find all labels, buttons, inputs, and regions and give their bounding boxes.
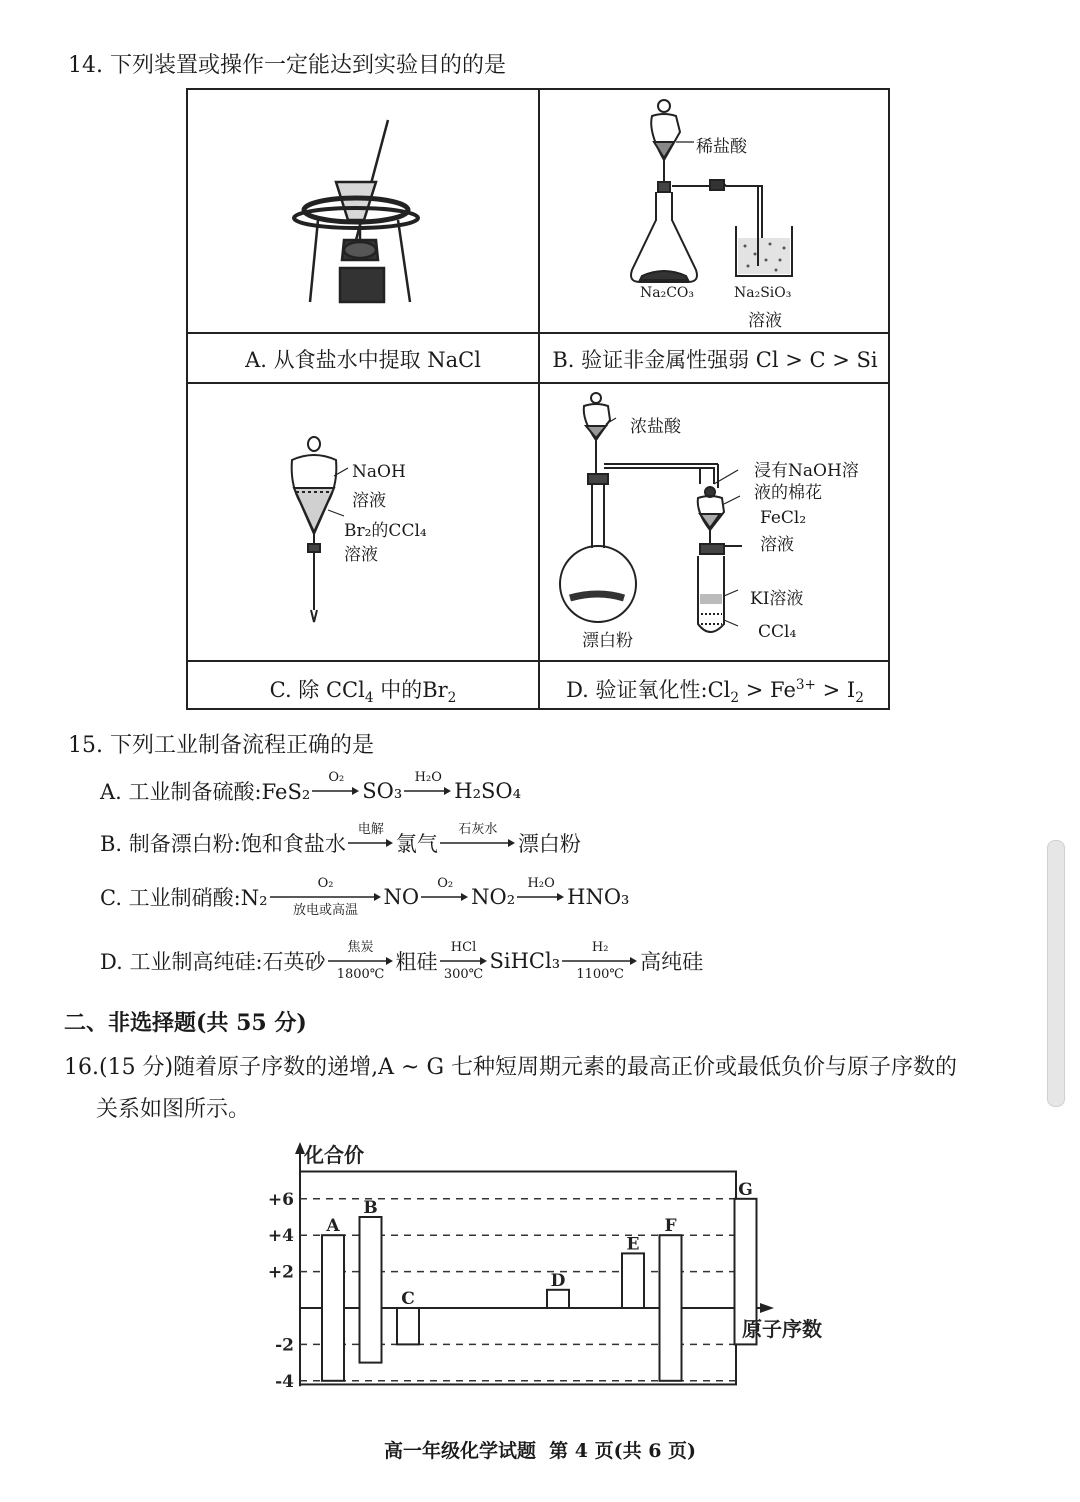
reaction-arrow: H₂O xyxy=(404,770,452,812)
evaporation-apparatus-image xyxy=(188,90,538,332)
br2-ccl4-solution-label: 溶液 xyxy=(344,545,378,565)
bar-label: D xyxy=(550,1270,566,1291)
bleaching-powder-label: 漂白粉 xyxy=(582,631,633,651)
reaction-arrow: 石灰水 xyxy=(440,822,516,864)
bar-B xyxy=(360,1217,382,1363)
reaction-arrow: O₂ 放电或高温 xyxy=(270,876,382,918)
y-tick-label: -2 xyxy=(275,1335,294,1356)
page-footer: 高一年级化学试题 第 4 页(共 6 页) xyxy=(383,1440,697,1462)
reaction-arrow: H₂ 1100℃ xyxy=(562,940,638,982)
fecl2-label: FeCl₂ xyxy=(760,508,807,528)
conc-hcl-label: 浓盐酸 xyxy=(630,417,681,437)
q15-option-a: A. 工业制备硫酸:FeS₂ O₂ SO₃ H₂O H₂SO₄ xyxy=(100,770,521,812)
option-d-label: D. 验证氧化性$:Cl_2 > Fe^{3+} > I_2$ xyxy=(566,677,864,707)
bar-label: B xyxy=(363,1198,378,1218)
chart-bars xyxy=(322,1180,757,1381)
bar-C xyxy=(397,1308,419,1344)
q15-option-c: C. 工业制硝酸:N₂ O₂ 放电或高温 NO O₂ NO₂ H₂O HNO₃ xyxy=(100,876,630,918)
option-c-label: C. 除 CCl$_4$ 中的$Br_2$ xyxy=(269,678,457,707)
acid-carbonate-silicate-apparatus-image xyxy=(540,90,890,332)
valence-chart xyxy=(240,1138,860,1418)
q14-options-grid xyxy=(186,88,890,710)
q16-text-line-1: 16.(15 分)随着原子序数的递增,A ~ G 七种短周期元素的最高正价或最低负价与原子序数的 xyxy=(64,1055,958,1080)
y-tick-label: +6 xyxy=(267,1189,294,1210)
q16-text-line-2: 关系如图所示。 xyxy=(96,1097,251,1122)
y-axis-label: 化合价 xyxy=(304,1143,364,1167)
bar-label: F xyxy=(664,1216,677,1237)
naoh-solution-label: 溶液 xyxy=(352,491,386,511)
grid-divider xyxy=(188,332,888,334)
ccl4-label: CCl₄ xyxy=(758,622,797,642)
bar-label: G xyxy=(738,1179,753,1200)
bar-label: A xyxy=(326,1216,340,1237)
y-tick-label: -4 xyxy=(275,1371,294,1392)
option-a-label: A. 从食盐水中提取 NaCl xyxy=(245,348,481,372)
option-b-label: B. 验证非金属性强弱 Cl > C > Si xyxy=(552,348,878,372)
dilute-hcl-label: 稀盐酸 xyxy=(696,137,747,157)
na2sio3-label: Na₂SiO₃ xyxy=(734,285,792,301)
x-axis-arrow xyxy=(760,1303,774,1313)
naoh-cotton-label: 浸有NaOH溶 xyxy=(754,461,859,481)
bar-label: E xyxy=(626,1234,640,1255)
br2-ccl4-label: Br₂的CCl₄ xyxy=(344,521,427,541)
scrollbar[interactable] xyxy=(1047,840,1065,1107)
fecl2-solution-label: 溶液 xyxy=(760,535,794,555)
bar-E xyxy=(622,1253,644,1308)
q15-option-d: D. 工业制高纯硅:石英砂 焦炭 1800℃ 粗硅 HCl 300℃ SiHCl₃ H₂ 1100℃ 高纯硅 xyxy=(100,940,704,982)
ki-solution-label: KI溶液 xyxy=(750,589,804,609)
q14-title: 14. 下列装置或操作一定能达到实验目的的是 xyxy=(68,53,506,78)
naoh-cotton-label-2: 液的棉花 xyxy=(754,483,822,503)
reaction-arrow: O₂ xyxy=(312,770,360,812)
chart-ticks xyxy=(268,1190,294,1392)
bar-D xyxy=(547,1290,569,1308)
reaction-arrow: 焦炭 1800℃ xyxy=(328,940,394,982)
reaction-arrow: 电解 xyxy=(348,822,394,864)
q15-title: 15. 下列工业制备流程正确的是 xyxy=(68,733,374,758)
reaction-arrow: O₂ xyxy=(421,876,469,918)
bar-label: C xyxy=(401,1289,415,1309)
q15-option-b: B. 制备漂白粉:饱和食盐水 电解 氯气 石灰水 漂白粉 xyxy=(100,822,581,864)
reaction-arrow: H₂O xyxy=(517,876,565,918)
na2sio3-solution-label: 溶液 xyxy=(748,311,782,331)
naoh-label: NaOH xyxy=(352,462,406,482)
grid-divider xyxy=(188,660,888,662)
chlorine-oxidation-apparatus-image xyxy=(540,384,890,660)
bar-A xyxy=(322,1235,344,1381)
na2co3-label: Na₂CO₃ xyxy=(640,285,695,301)
reaction-arrow: HCl 300℃ xyxy=(440,940,488,982)
section-2-title: 二、非选择题(共 55 分) xyxy=(64,1010,307,1036)
x-axis-label: 原子序数 xyxy=(742,1317,822,1341)
y-tick-label: +2 xyxy=(267,1262,294,1283)
y-tick-label: +4 xyxy=(267,1226,294,1247)
bar-F xyxy=(660,1235,682,1381)
